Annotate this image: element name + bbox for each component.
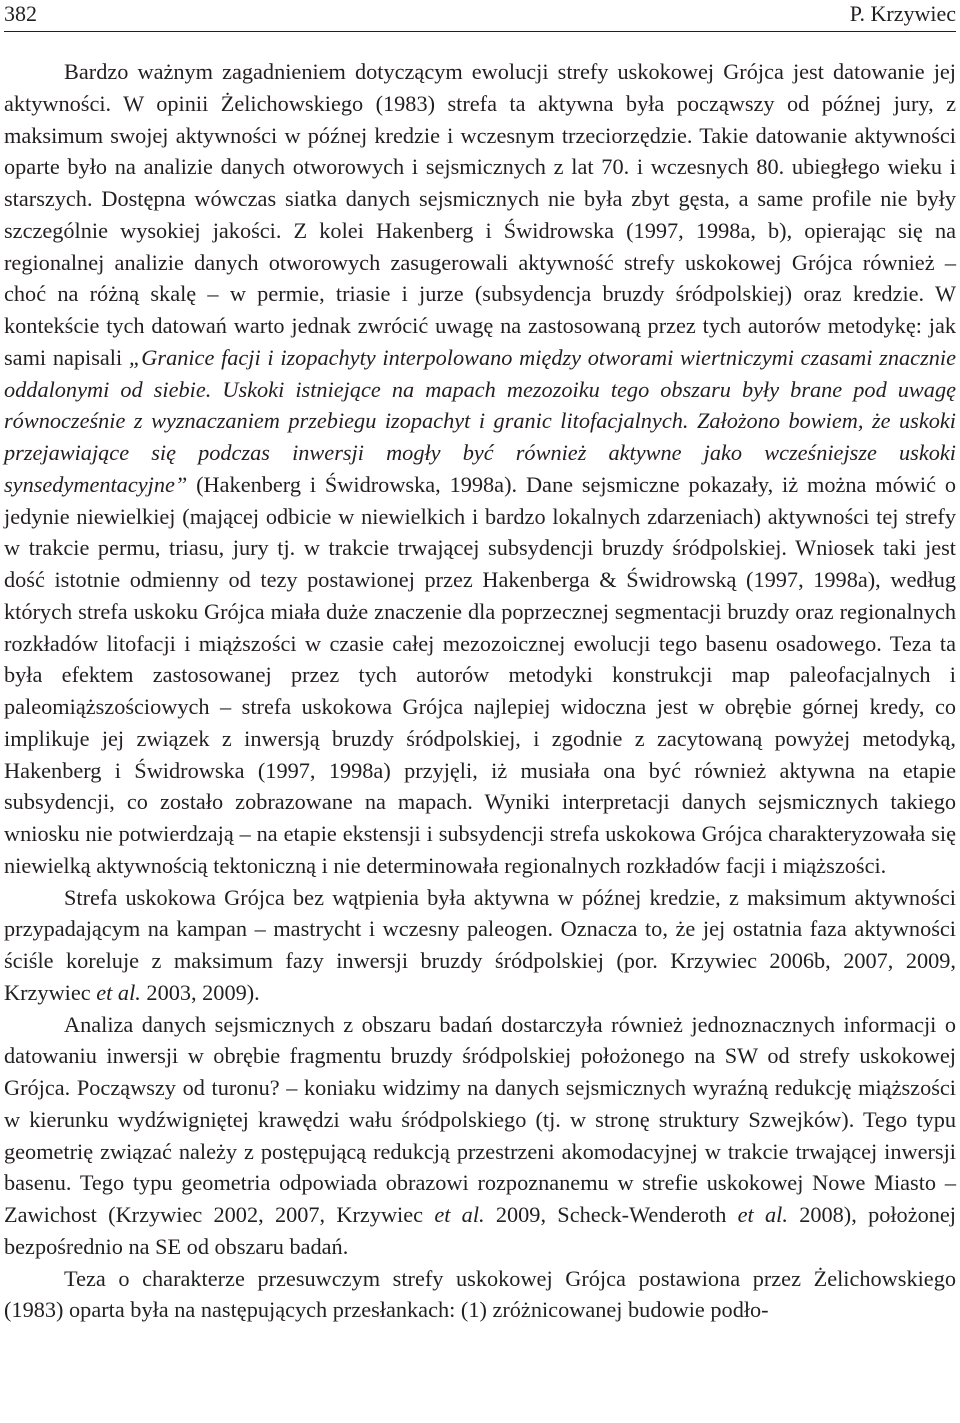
paragraph-3 xyxy=(4,1009,956,1263)
text-run: (Hakenberg i Świdrowska, 1998a). Dane sejsmiczne pokazały, iż można mówić o jedynie niewielkiej (mającej odbicie w niewielkich i bardzo lokalnych zdarzeniach) aktywności tej strefy w trakcie permu, triasu, jury tj. w trakcie trwającej subsydencji bruzdy śródpolskiej. Wniosek taki jest dość istotnie odmienny od tezy postawionej przez Hakenberga & Świdrowską (1997, 1998a), według których strefa uskoku Grójca miała duże znaczenie dla poprzecznej segmentacji bruzdy oraz regionalnych rozkładów litofacji i miąższości w czasie całej mezozoicznej ewolucji tego basenu osadowego. Teza ta była efektem zastosowanej przez tych autorów metodyki konstrukcji map paleofacjalnych i paleomiąższościowych – strefa uskokowa Grójca najlepiej widoczna jest w obrębie górnej kredy, co implikuje jej związek z inwersją bruzdy śródpolskiej, i zgodnie z zacytowaną powyżej metodyką, Hakenberg i Świdrowska (1997, 1998a) przyjęli, iż musiała ona być również aktywna na etapie subsydencji, co zostało zobrazowane na mapach. Wyniki interpretacji danych sejsmicznych takiego wniosku nie potwierdzają – na etapie ekstensji i subsydencji strefa uskokowa Grójca charakteryzowała się niewielką aktywnością tektoniczną i nie determinowała regionalnych rozkładów facji i miąższości. xyxy=(4,471,956,878)
page-number: 382 xyxy=(4,1,37,26)
text-run: 2003, 2009). xyxy=(140,979,260,1005)
body-text xyxy=(4,56,956,1326)
paragraph-4 xyxy=(4,1263,956,1327)
paragraph-2 xyxy=(4,882,956,1009)
running-header xyxy=(4,0,956,32)
text-run: Bardzo ważnym zagadnieniem dotyczącym ewolucji strefy uskokowej Grójca jest datowanie jej aktywności. W opinii Żelichowskiego (1983) strefa ta aktywna była począwszy od późnej jury, z maksimum swojej aktywności w późnej kredzie i wczesnym trzeciorzędzie. Takie datowanie aktywności oparte było na analizie danych otworowych i sejsmicznych z lat 70. i wczesnych 80. ubiegłego wieku i starszych. Dostępna wówczas siatka danych sejsmicznych nie była zbyt gęsta, a same profile nie były szczególnie wysokiej jakości. Z kolei Hakenberg i Świdrowska (1997, 1998a, b), opierając się na regionalnej analizie danych otworowych zasugerowali aktywność strefy uskokowej Grójca również – choć na różną skalę – w permie, triasie i jurze (subsydencja bruzdy śródpolskiej) oraz kredzie. W kontekście tych datowań warto jednak zwrócić uwagę na zastosowaną przez tych autorów metodykę: jak sami napisali xyxy=(4,59,956,370)
text-run: Analiza danych sejsmicznych z obszaru badań dostarczyła również jednoznacznych informacji o datowaniu inwersji w obrębie fragmentu bruzdy śródpolskiej położonego na SW od strefy uskokowej Grójca. Począwszy od turonu? – koniaku widzimy na danych sejsmicznych wyraźną redukcję miąższości w kierunku wydźwigniętej krawędzi wału śródpolskiego (tj. w stronę struktury Szwejków). Tego typu geometrię związać należy z postępującą redukcją przestrzeni akomodacyjnej w trakcie trwającej inwersji basenu. Tego typu geometria odpowiada obrazowi rozpoznanemu w strefie uskokowej Nowe Miasto – Zawichost (Krzywiec 2002, 2007, Krzywiec xyxy=(4,1011,956,1227)
quote-italic: „Granice facji i izopachyty interpolowano między otworami wiertniczymi czasami znacznie oddalonymi od siebie. Uskoki istniejące na mapach mezozoiku tego obszaru były brane pod uwagę równocześnie z wyznaczaniem przebiegu izopachyt i granic litofacjalnych. Założono bowiem, że uskoki przejawiające się podczas inwersji mogły być również aktywne jako wcześniejsze uskoki synsedymentacyjne” xyxy=(4,344,956,497)
text-run: 2009, Scheck-Wenderoth xyxy=(484,1202,738,1227)
text-run: 2008), położonej bezpośrednio na SE od obszaru badań. xyxy=(4,1202,956,1259)
text-run: Teza o charakterze przesuwczym strefy uskokowej Grójca postawiona przez Żelichowskiego (1983) oparta była na następujących przesłankach: (1) zróżnicowanej budowie podło- xyxy=(4,1265,956,1323)
text-run: Strefa uskokowa Grójca bez wątpienia była aktywna w późnej kredzie, z maksimum aktywności przypadającym na kampan – mastrycht i wczesny paleogen. Oznacza to, że jej ostatnia faza aktywności ściśle koreluje z maksimum fazy inwersji bruzdy śródpolskiej (por. Krzywiec 2006b, 2007, 2009, Krzywiec xyxy=(4,884,956,1005)
et-al-italic: et al. xyxy=(434,1202,485,1227)
et-al-italic: et al. xyxy=(737,1202,788,1227)
paragraph-1 xyxy=(4,56,956,882)
running-author: P. Krzywiec xyxy=(849,1,956,26)
et-al-italic: et al. xyxy=(96,979,141,1005)
